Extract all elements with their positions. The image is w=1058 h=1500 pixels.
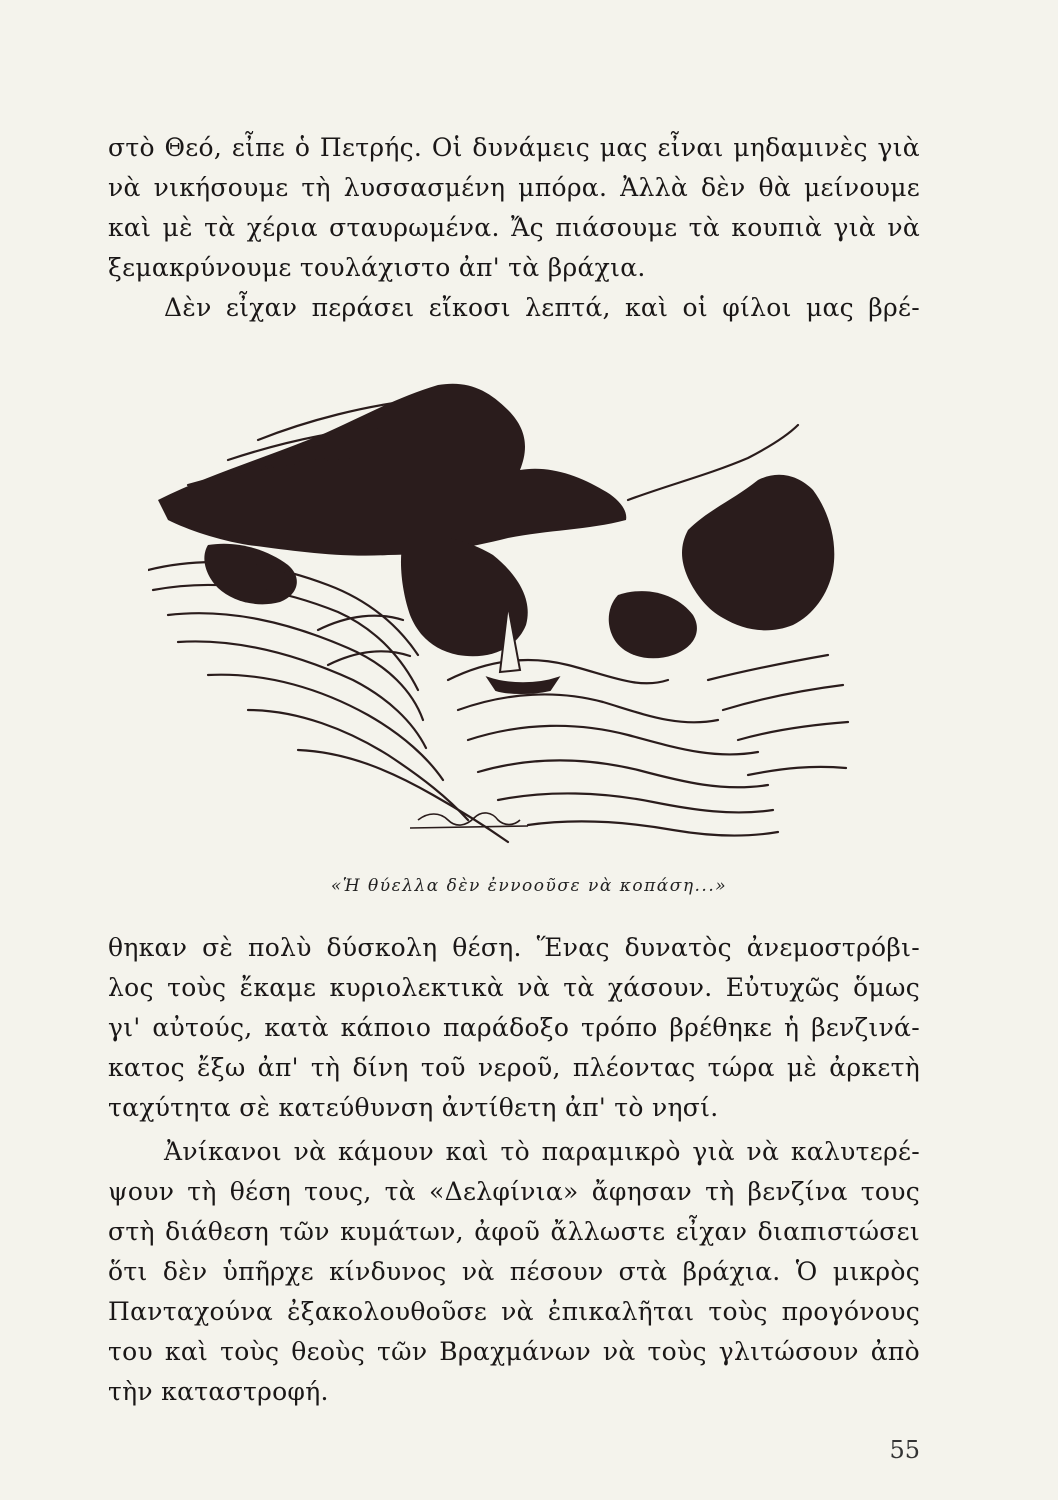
wave-stroke bbox=[528, 821, 778, 835]
wave-stroke bbox=[208, 675, 443, 780]
wave-stroke bbox=[748, 767, 846, 775]
wave-stroke bbox=[723, 685, 843, 710]
wave-stroke bbox=[248, 710, 468, 820]
wave-stroke bbox=[168, 613, 423, 720]
text-line: Δὲν εἶχαν περάσει εἴκοσι λεπτά, καὶ οἱ φίλοι μας βρέ- bbox=[164, 293, 920, 322]
wave-stroke bbox=[738, 722, 848, 740]
text-line: λος τοὺς ἔκαμε κυριολεκτικὰ νὰ τὰ χάσουν. Εὐτυχῶς ὅμως bbox=[108, 973, 920, 1002]
wave-stroke bbox=[153, 585, 418, 690]
text-line: νὰ νικήσουμε τὴ λυσσασμένη μπόρα. Ἀλλὰ δὲν θὰ μείνουμε bbox=[108, 173, 920, 202]
storm-cloud-shape bbox=[609, 591, 697, 658]
text-line: στὴ διάθεση τῶν κυμάτων, ἀφοῦ ἄλλωστε εἶχαν διαπιστώσει bbox=[108, 1217, 920, 1246]
wave-stroke bbox=[448, 660, 668, 683]
wave-stroke bbox=[708, 655, 828, 680]
storm-cloud-shape bbox=[682, 475, 834, 631]
storm-illustration bbox=[148, 380, 850, 850]
text-line: γι' αὐτούς, κατὰ κάποιο παράδοξο τρόπο βρέθηκε ἡ βενζινά- bbox=[108, 1013, 920, 1042]
storm-cloud-shape bbox=[158, 384, 626, 556]
wave-stroke bbox=[468, 726, 758, 755]
text-line: ταχύτητα σὲ κατεύθυνση ἀντίθετη ἀπ' τὸ νησί. bbox=[108, 1093, 719, 1122]
wave-stroke bbox=[478, 761, 768, 788]
text-line: κατος ἔξω ἀπ' τὴ δίνη τοῦ νεροῦ, πλέοντας τώρα μὲ ἀρκετὴ bbox=[108, 1053, 920, 1082]
text-line: Πανταχούνα ἐξακολουθοῦσε νὰ ἐπικαλῆται τοὺς προγόνους bbox=[108, 1297, 920, 1326]
text-line: καὶ μὲ τὰ χέρια σταυρωμένα. Ἄς πιάσουμε τὰ κουπιὰ γιὰ νὰ bbox=[108, 213, 920, 242]
text-line: ψουν τὴ θέση τους, τὰ «Δελφίνια» ἄφησαν τὴ βενζίνα τους bbox=[108, 1177, 920, 1206]
text-line: ὅτι δὲν ὑπῆρχε κίνδυνος νὰ πέσουν στὰ βράχια. Ὁ μικρὸς bbox=[108, 1257, 920, 1286]
text-line: Ἀνίκανοι νὰ κάμουν καὶ τὸ παραμικρὸ γιὰ νὰ καλυτερέ- bbox=[164, 1137, 920, 1166]
illustration-caption: «Ἡ θύελλα δὲν ἐννοοῦσε νὰ κοπάση...» bbox=[330, 876, 728, 896]
page-number: 55 bbox=[889, 1436, 920, 1464]
wave-stroke bbox=[458, 694, 718, 722]
text-line: ξεμακρύνουμε τουλάχιστο ἀπ' τὰ βράχια. bbox=[108, 253, 646, 282]
wave-stroke bbox=[178, 641, 426, 748]
text-line: του καὶ τοὺς θεοὺς τῶν Βραχμάνων νὰ τοὺς γλιτώσουν ἀπὸ bbox=[108, 1337, 920, 1366]
text-line: στὸ Θεό, εἶπε ὁ Πετρής. Οἱ δυνάμεις μας εἶναι μηδαμινὲς γιὰ bbox=[108, 133, 920, 162]
text-line: τὴν καταστροφή. bbox=[108, 1377, 329, 1406]
wave-stroke bbox=[498, 793, 773, 812]
text-line: θηκαν σὲ πολὺ δύσκολη θέση. Ἕνας δυνατὸς ἀνεμοστρόβι- bbox=[108, 933, 920, 962]
